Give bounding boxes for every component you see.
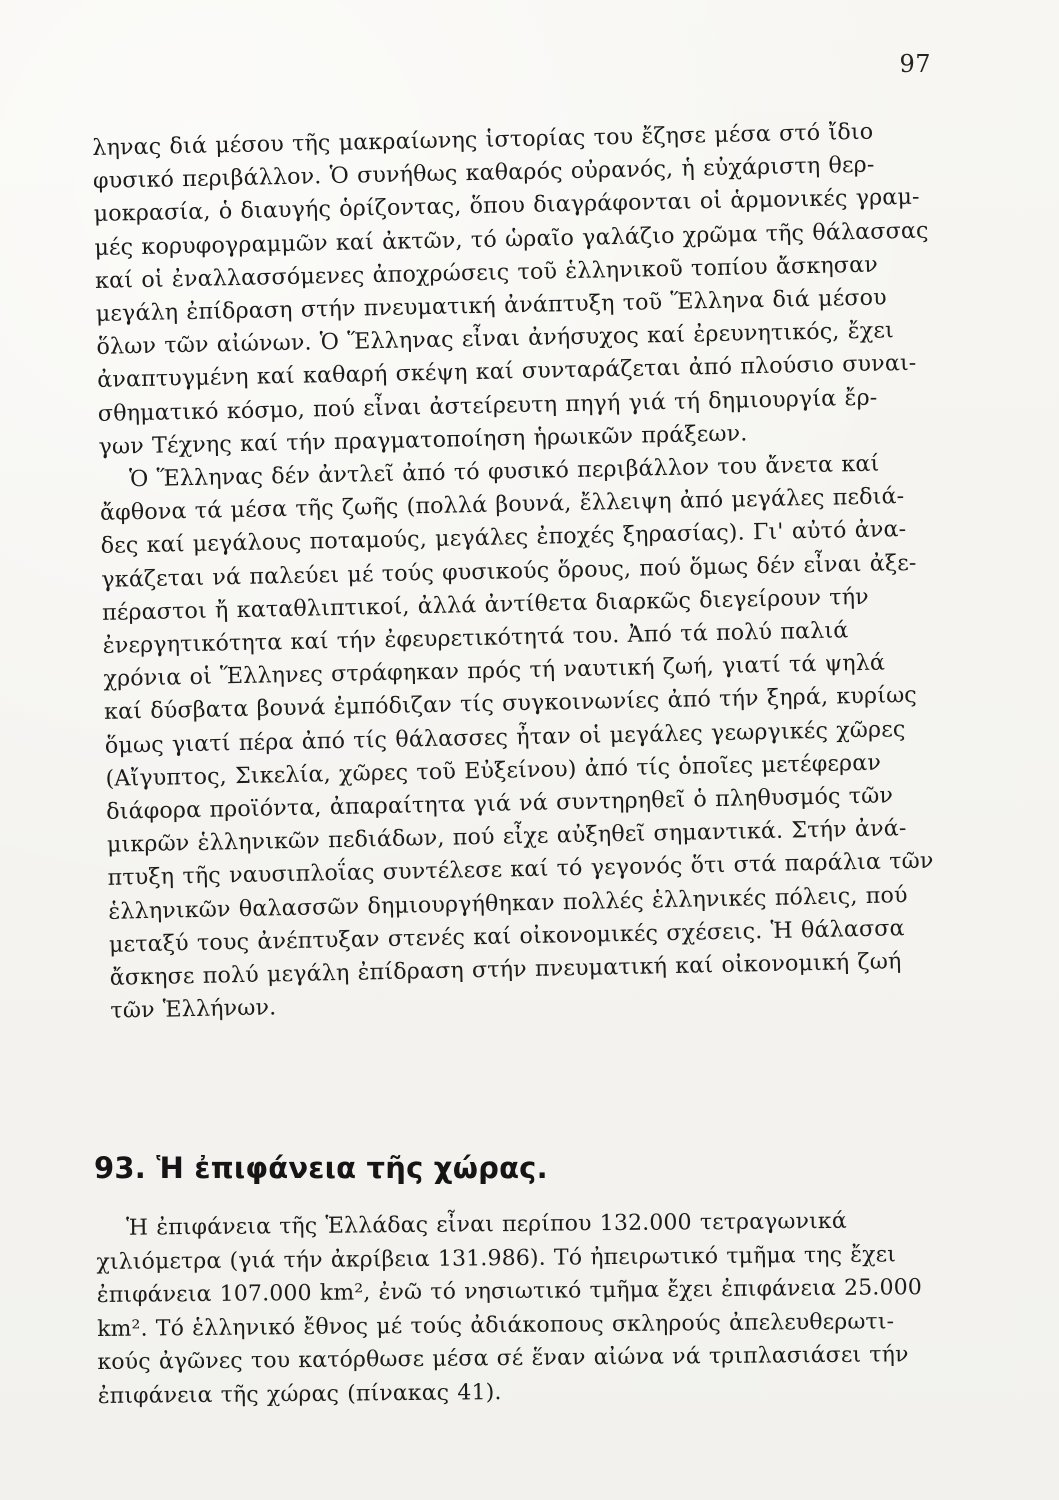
text-line: μικρῶν ἑλληνικῶν πεδιάδων, πού εἶχε αὐξηθεῖ σημαντικά. Στήν ἀνά-: [106, 815, 907, 859]
text-line: μές κορυφογραμμῶν καί ἀκτῶν, τό ὡραῖο γαλάζιο χρῶμα τῆς θάλασσας: [94, 217, 929, 261]
text-line: κούς ἀγῶνες του κατόρθωσε μέσα σέ ἕναν αἰώνα νά τριπλασιάσει τήν: [97, 1342, 909, 1376]
text-line: πέραστοι ἤ καταθλιπτικοί, ἀλλά ἀντίθετα διαρκῶς διεγείρουν τήν: [101, 583, 870, 626]
text-line: (Αἴγυπτος, Σικελία, χῶρες τοῦ Εὐξείνου) ἀπό τίς ὁποῖες μετέφεραν: [105, 749, 882, 792]
paragraph-first-line: Ἡ ἐπιφάνεια τῆς Ἑλλάδας εἶναι περίπου 132.000 τετραγωνικά: [126, 1208, 847, 1241]
page-number: 97: [899, 50, 931, 78]
text-line: γων Τέχνης καί τήν πραγματοποίηση ἡρωικῶν πράξεων.: [98, 420, 748, 460]
text-line: φυσικό περιβάλλον. Ὁ συνήθως καθαρός οὐρανός, ἡ εὐχάριστη θερ-: [92, 151, 875, 195]
text-line: δες καί μεγάλους ποταμούς, μεγάλες ἐποχές ξηρασίας). Γι' αὐτό ἀνα-: [100, 516, 907, 560]
text-line: ἀναπτυγμένη καί καθαρή σκέψη καί συνταράζεται ἀπό πλούσιο συναι-: [96, 350, 917, 394]
text-line: σθηματικό κόσμο, πού εἶναι ἀστείρευτη πηγή γιά τή δημιουργία ἔρ-: [97, 384, 878, 427]
text-line: καί οἱ ἐναλλασσόμενες ἀποχρώσεις τοῦ ἑλληνικοῦ τοπίου ἄσκησαν: [94, 251, 879, 294]
text-line: ἐνεργητικότητα καί τήν ἐφευρετικότητά του. Ἀπό τά πολύ παλιά: [102, 617, 849, 659]
text-line: ἄφθονα τά μέσα τῆς ζωῆς (πολλά βουνά, ἔλλειψη ἀπό μεγάλες πεδιά-: [99, 483, 905, 527]
text-line: διάφορα προϊόντα, ἀπαραίτητα γιά νά συντηρηθεῖ ὁ πληθυσμός τῶν: [105, 782, 894, 825]
section-heading: 93. Ἡ ἐπιφάνεια τῆς χώρας.: [94, 1151, 548, 1185]
text-line: ἑλληνικῶν θαλασσῶν δημιουργήθηκαν πολλές ἑλληνικές πόλεις, πού: [108, 881, 908, 925]
text-line: μεγάλη ἐπίδραση στήν πνευματική ἀνάπτυξη τοῦ Ἕλληνα διά μέσου: [95, 284, 888, 327]
text-line: πτυξη τῆς ναυσιπλοΐας συντέλεσε καί τό γεγονός ὅτι στά παράλια τῶν: [107, 848, 934, 892]
section-body-text: [96, 1204, 950, 1414]
text-line: ὅμως γιατί πέρα ἀπό τίς θάλασσες ἦταν οἱ μεγάλες γεωργικές χῶρες: [104, 715, 906, 759]
main-body-text: [92, 114, 963, 1028]
text-line: μοκρασία, ὁ διαυγής ὁρίζοντας, ὅπου διαγράφονται οἱ ἁρμονικές γραμ-: [93, 184, 920, 228]
text-line: ἐπιφάνεια 107.000 km², ἐνῶ τό νησιωτικό τμῆμα ἔχει ἐπιφάνεια 25.000: [96, 1275, 923, 1309]
text-line: χρόνια οἱ Ἕλληνες στράφηκαν πρός τή ναυτική ζωή, γιατί τά ψηλά: [103, 649, 886, 693]
text-line: ληνας διά μέσου τῆς μακραίωνης ἱστορίας του ἔζησε μέσα στό ἴδιο: [92, 118, 874, 161]
text-line: χιλιόμετρα (γιά τήν ἀκρίβεια 131.986). Τό ἠπειρωτικό τμῆμα της ἔχει: [96, 1241, 897, 1275]
text-line: ἐπιφάνεια τῆς χώρας (πίνακας 41).: [97, 1380, 502, 1409]
text-line: ἄσκησε πολύ μεγάλη ἐπίδραση στήν πνευματική καί οἰκονομική ζωή: [109, 948, 902, 991]
paragraph-first-line: Ὁ Ἕλληνας δέν ἀντλεῖ ἀπό τό φυσικό περιβάλλον του ἄνετα καί: [129, 450, 880, 493]
text-line: γκάζεται νά παλεύει μέ τούς φυσικούς ὅρους, πού ὅμως δέν εἶναι ἀξε-: [101, 549, 917, 593]
text-line: μεταξύ τους ἀνέπτυξαν στενές καί οἰκονομικές σχέσεις. Ἡ θάλασσα: [108, 915, 905, 958]
text-line: τῶν Ἑλλήνων.: [110, 994, 277, 1025]
text-line: km². Τό ἑλληνικό ἔθνος μέ τούς ἀδιάκοπους σκληρούς ἀπελευθερωτι-: [97, 1309, 895, 1342]
text-line: ὅλων τῶν αἰώνων. Ὁ Ἕλληνας εἶναι ἀνήσυχος καί ἐρευνητικός, ἔχει: [96, 317, 895, 361]
text-line: καί δύσβατα βουνά ἐμπόδιζαν τίς συγκοινωνίες ἀπό τήν ξηρά, κυρίως: [103, 682, 918, 726]
